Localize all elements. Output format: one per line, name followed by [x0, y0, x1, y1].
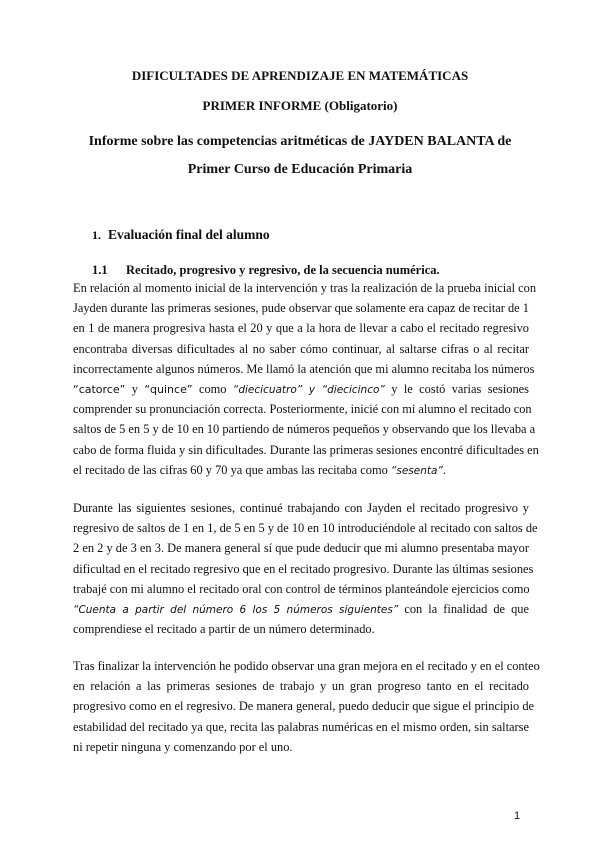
subsection-title: Recitado, progresivo y regresivo, de la secuencia numérica. — [126, 263, 440, 277]
paragraph-2 — [73, 498, 538, 639]
paragraph-line — [73, 599, 529, 619]
paragraph-line: comprendiese el recitado a partir de un número determinado. — [73, 622, 375, 637]
paragraph-line: Jayden durante las primeras sesiones, pude observar que solamente era capaz de recitar de 1 — [73, 301, 529, 316]
paragraph-line: dificultad en el recitado regresivo que en el recitado progresivo. Durante las últimas sesiones — [73, 561, 534, 576]
text-fragment: el recitado de las cifras 60 y 70 ya que ambas las recitaba como — [73, 462, 388, 477]
paragraph-3 — [73, 656, 540, 757]
paragraph-line: Tras finalizar la intervención he podido observar una gran mejora en el recitado y en el conteo — [73, 659, 540, 673]
report-heading-line2: Primer Curso de Educación Primaria — [187, 162, 413, 177]
paragraph-line: trabajé con mi alumno el recitado oral con control de términos planteándole ejercicios como — [73, 581, 530, 596]
section-title: Evaluación final del alumno — [108, 227, 270, 242]
section-heading — [92, 226, 270, 244]
paragraph-line: comprender su pronunciación correcta. Posteriormente, inicié con mi alumno el recitado con — [73, 402, 532, 417]
paragraph-line — [73, 460, 529, 480]
paragraph-line: incorrectamente algunos números. Me llamó la atención que mi alumno recitaba los números — [73, 361, 535, 376]
paragraph-line: 2 en 2 y de 3 en 3. De manera general sí que pude deducir que mi alumno presentaba mayor — [73, 541, 529, 556]
paragraph-line — [73, 379, 529, 399]
text-fragment: . — [442, 462, 446, 477]
quoted-italic-word: “sesenta” — [390, 464, 443, 477]
quoted-italic-words: “diecicuatro” y “diecicinco” — [232, 383, 385, 396]
subsection-number: 1.1 — [92, 263, 108, 277]
subsection-heading — [92, 262, 440, 278]
document-title: DIFICULTADES DE APRENDIZAJE EN MATEMÁTICAS — [131, 68, 469, 83]
paragraph-line: ni repetir ninguna y comenzando por el uno. — [73, 739, 293, 754]
paragraph-line: en relación a las primeras sesiones de trabajo y un gran progreso tanto en el recitado — [73, 679, 529, 694]
section-number: 1. — [92, 228, 101, 242]
report-heading-line1: Informe sobre las competencias aritméticas de JAYDEN BALANTA de — [88, 134, 512, 149]
text-fragment: como — [198, 381, 227, 396]
paragraph-1 — [73, 278, 539, 480]
quoted-italic-phrase: “Cuenta a partir del número 6 los 5 números siguientes” — [73, 603, 399, 616]
text-fragment: y — [131, 381, 138, 396]
paragraph-line: estabilidad del recitado ya que, recita las palabras numéricas en el mismo orden, sin saltarse — [73, 719, 529, 734]
paragraph-line: progresivo como en el regresivo. De manera general, puedo deducir que sigue el principio de — [73, 699, 535, 714]
page-number: 1 — [514, 810, 521, 822]
paragraph-line: En relación al momento inicial de la intervención y tras la realización de la prueba inicial con — [73, 281, 537, 295]
quoted-word: “catorce” — [73, 382, 126, 396]
paragraph-line: regresivo de saltos de 1 en 1, de 5 en 5 y de 10 en 10 introduciéndole al recitado con saltos de — [73, 521, 538, 536]
paragraph-line: en 1 de manera progresiva hasta el 20 y que a la hora de llevar a cabo el recitado regresivo — [73, 321, 529, 336]
quoted-word: “quince” — [144, 382, 193, 396]
paragraph-line: cabo de forma fluida y sin dificultades. Durante las primeras sesiones encontré dificultades en — [73, 442, 539, 457]
text-fragment: y le costó varias sesiones — [391, 381, 530, 396]
document-subtitle-report: PRIMER INFORME (Obligatorio) — [202, 98, 398, 113]
paragraph-line: saltos de 5 en 5 y de 10 en 10 partiendo de números pequeños y observando que los llevaba a — [73, 422, 536, 437]
paragraph-line: encontraba diversas dificultades al no saber cómo continuar, al saltarse cifras o al recitar — [73, 341, 529, 356]
text-fragment: con la finalidad de que — [404, 601, 529, 616]
paragraph-line: Durante las siguientes sesiones, continué trabajando con Jayden el recitado progresivo y — [73, 501, 529, 515]
